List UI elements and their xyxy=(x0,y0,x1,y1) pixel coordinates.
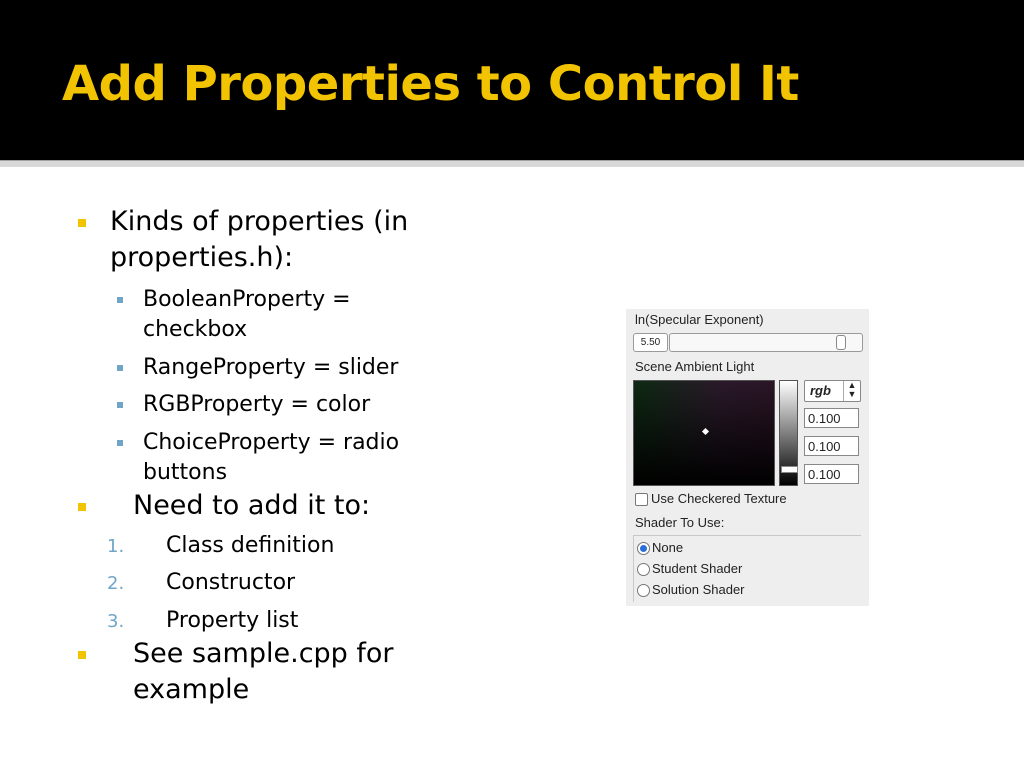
step-constructor: Constructor xyxy=(166,570,296,595)
title-bar xyxy=(0,0,1024,160)
sub-bullet-marker xyxy=(117,440,123,446)
radio-student-shader[interactable] xyxy=(637,563,650,576)
sub-bullet-choice-line2: buttons xyxy=(143,460,228,485)
bullet-see-line1: See sample.cpp for xyxy=(133,638,394,669)
bullet-marker xyxy=(78,651,86,659)
shader-label: Shader To Use: xyxy=(635,515,725,530)
checkered-texture-label: Use Checkered Texture xyxy=(651,491,787,506)
color-picker-area[interactable] xyxy=(633,380,775,486)
step-number: 3. xyxy=(107,611,125,632)
specular-slider[interactable] xyxy=(669,333,863,352)
bullet-kinds-line2: properties.h): xyxy=(110,242,294,273)
properties-panel xyxy=(626,309,869,606)
step-class-definition: Class definition xyxy=(166,533,335,558)
color-mode-value: rgb xyxy=(810,383,831,398)
green-field[interactable]: 0.100 xyxy=(804,436,859,456)
step-property-list: Property list xyxy=(166,608,299,633)
sub-bullet-choice-line1: ChoiceProperty = radio xyxy=(143,430,400,455)
bullet-see-line2: example xyxy=(133,674,250,705)
color-picker-cursor[interactable] xyxy=(702,428,709,435)
slider-thumb[interactable] xyxy=(836,335,846,350)
step-number: 1. xyxy=(107,536,125,557)
radio-solution-shader-label[interactable]: Solution Shader xyxy=(652,582,745,597)
brightness-thumb[interactable] xyxy=(781,466,798,473)
specular-label: ln(Specular Exponent) xyxy=(635,312,764,327)
up-down-arrows-icon: ▲ ▼ xyxy=(843,381,860,401)
sub-bullet-boolean-line1: BooleanProperty = xyxy=(143,287,351,312)
title-divider xyxy=(0,160,1024,167)
sub-bullet-boolean-line2: checkbox xyxy=(143,317,248,342)
color-mode-select[interactable] xyxy=(804,380,861,402)
shader-radio-group xyxy=(633,535,861,602)
sub-bullet-marker xyxy=(117,297,123,303)
sub-bullet-range: RangeProperty = slider xyxy=(143,355,399,380)
slide-title: Add Properties to Control It xyxy=(62,56,799,112)
sub-bullet-rgb: RGBProperty = color xyxy=(143,392,371,417)
bullet-need: Need to add it to: xyxy=(133,490,371,521)
sub-bullet-marker xyxy=(117,365,123,371)
bullet-kinds-line1: Kinds of properties (in xyxy=(110,206,409,237)
bullet-marker xyxy=(78,503,86,511)
ambient-label: Scene Ambient Light xyxy=(635,359,755,374)
red-field[interactable]: 0.100 xyxy=(804,408,859,428)
checkered-texture-checkbox[interactable] xyxy=(635,493,648,506)
radio-none-label[interactable]: None xyxy=(652,540,684,555)
radio-student-shader-label[interactable]: Student Shader xyxy=(652,561,743,576)
blue-field[interactable]: 0.100 xyxy=(804,464,859,484)
radio-solution-shader[interactable] xyxy=(637,584,650,597)
sub-bullet-marker xyxy=(117,402,123,408)
brightness-slider[interactable] xyxy=(779,380,798,486)
step-number: 2. xyxy=(107,573,125,594)
bullet-marker xyxy=(78,219,86,227)
radio-none[interactable] xyxy=(637,542,650,555)
specular-value-field[interactable]: 5.50 xyxy=(633,333,668,352)
